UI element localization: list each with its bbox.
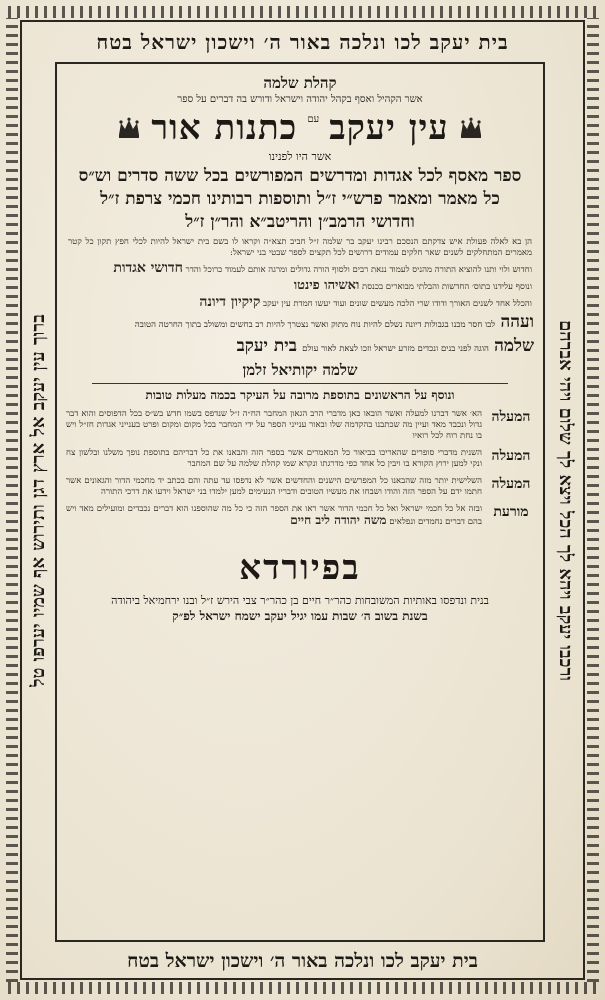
description-line-2: כל מאמר ומאמר פרש״י ז״ל ותוספות רבותינו חכמי צרפת ז״ל <box>100 189 500 209</box>
top-ornament-border <box>8 6 597 18</box>
maalah-label: המעלה <box>491 448 531 464</box>
city-name: בפיורדא <box>239 548 361 588</box>
paragraph-5: לבו חסר מכנו בגבולות דיונה נשלם להיות נוח מתוק ואשר נצטרך להיות רב בחשים ומשולב בתוך החרטה הטובה <box>134 320 496 330</box>
paragraph-4 <box>68 294 532 310</box>
maalah-label: המעלה <box>491 476 531 492</box>
description-line-3: וחדושי הרמב״ן והריטב״א והר״ן ז״ל <box>185 212 415 232</box>
crown-icon <box>117 117 141 139</box>
border-right-text-column <box>549 70 581 930</box>
asher-line: אשר היו לפנינו <box>268 150 332 163</box>
emphasis-block <box>66 313 534 334</box>
border-left-text-column <box>22 70 54 930</box>
paragraph-3 <box>68 280 532 293</box>
crown-icon <box>459 117 483 139</box>
emphasis-text: הוגה לפני בנים ונכדים מזרע ישראל וזכו לצאת לאור עולם <box>302 344 489 354</box>
maalah-block-1 <box>66 409 534 442</box>
paragraph-2-text: וחדוש ולוי ותנו להוציא התורה מהניס לעמוד ננאת רבים ולסוף הורה גדולים ומרגה אותם לעמוד כרוכל והדר <box>185 265 532 275</box>
main-text-area <box>62 66 538 936</box>
paragraph-3-highlight: ואשיהו פינטו <box>293 278 360 293</box>
moreh-paragraph: ובזה אל כל חכמי ישראל ואל כל חכמי הדור אשר ראו את הספר הזה כי כל מה שהוספנו הוא דברים נכבדים ומועילים מאד ויש בהם דברים נחמדים ונפלאים <box>66 504 482 527</box>
maalah-text: השלישית יותר מזה שהבאנו כל המפרשים הישנים והחדשים אשר לא נדפסו עד עתה והם בכתב יד מחכמי הדור והגאונים אשר חתמו ידם על הספר הזה והודו ושבחו את מעשיו הטובים ודבריו הנעימים למען ילמדו בני ישראל וידעו את דרכי התורה <box>66 476 482 497</box>
border-top-text: בית יעקב לכו ונלכה באור ה׳ וישכון ישראל בטח <box>96 30 509 54</box>
emphasis-beit-yaakov: בית יעקב <box>236 336 297 356</box>
maalah-text: הא׳ אשר דברנו למעלה ואשר הובאו כאן מדברי הרב הגאון המחבר הח״ה ז״ל שנדפס בשמו חדש בש״ס בכל הדפוסים והוא דבר גדול ונכבד מאד ועיין מה שכתבנו בהקדמה שלו ובאור ענייני הספר על ידי המחבר בכל מקום ומקום ופרט בענייני אגדות חז״ל ויש בו נחת רוח לכל רואיו <box>66 409 482 441</box>
emphasis-names: שלמה יקותיאל זלמן <box>242 361 358 379</box>
border-left-text: ברוך עין יעקב אל ארץ דגן ותירוש אף שמיו יערפו טל <box>27 313 49 687</box>
bottom-ornament-border <box>8 982 597 994</box>
description-line-1: ספר מאסף לכל אגדות ומדרשים המפורשים בכל ששה סדרים וש״ס <box>78 166 522 186</box>
paragraph-3-text: ונוסף עלידנו בתוס׳ החדשות והבלתי מבוארים בכנסת <box>362 282 532 292</box>
maalah-block-2 <box>66 448 534 470</box>
moreh-text <box>66 504 482 528</box>
printers-line-1: בנית ונדפסו באותיות המשובחות כהר״ר חיים בן כהר״ר צבי הירש ז״ל ובנו ירחמיאל ביהודה <box>111 594 489 607</box>
paragraph-2 <box>68 260 532 276</box>
border-right-text: ורכבו יעקב ויהא לך הכל ויצא לך שלום ויהי אברהם <box>554 319 576 681</box>
mid-heading: ונוסף על הראשונים בתוספת מרובה על העיקר בכמה מעלות טובות <box>145 388 455 402</box>
title-ketonet-or: כתנות אור <box>151 108 298 148</box>
moreh-block <box>66 504 534 528</box>
kehilat-heading: קהלת שלמה <box>263 74 337 92</box>
left-ornament-border <box>6 18 18 982</box>
emphasis-names-block <box>66 337 534 358</box>
title-ein-yaakov: עין יעקב <box>329 108 449 148</box>
border-bottom-text: בית יעקב לכו ונלכה באור ה׳ וישכון ישראל בטח <box>127 950 478 972</box>
kehilat-subtitle: אשר הקהיל ואסף בקהל יהודה וישראל ודורש בה דברים על ספר <box>177 94 423 105</box>
maalah-block-3 <box>66 476 534 498</box>
title-row <box>62 108 538 148</box>
title-connector: עם <box>307 114 320 125</box>
paragraph-4-text: והכלל אחד לשנים האורך ודודו שרי הלכה מעשים שונים ועוד יעשו חמדת עין יעקב <box>263 299 532 309</box>
emphasis-vaehe: ועהה <box>500 312 534 332</box>
divider <box>92 383 508 384</box>
moreh-label: מורעת <box>493 504 529 520</box>
paragraph-2-highlight: חדושי אגדות <box>113 260 183 276</box>
maalah-label: המעלה <box>491 409 531 425</box>
right-ornament-border <box>587 18 599 982</box>
printers-line-2: בשנת בשוב ה׳ שבות עמו יגיל יעקב ישמח ישראל לפ״ק <box>172 609 428 623</box>
emphasis-shlomo: שלמה <box>494 336 534 356</box>
maalah-text: השנית מדברי סופרים שהאריכו בביאור כל המאמרים אשר בספר הזה והבאנו את כל דבריהם בתוספת נופך משלנו ובלשון צח ונקי למען ירוץ הקורא בו ויבין כל אחד כפי מדרגתו ונקרא שמו קהלת שלמה על שם המחבר <box>66 448 482 469</box>
moreh-names: משה יהודה ליב חיים <box>290 513 387 527</box>
paragraph-1: הן בא לאלה פעולת איש צדקתם הנסכם רבינו יעקב בר שלמה ז״ל חביב תצא״ה וקראו לו בשם בית ישראל להיות לכלי חפץ תקון כל קטר מאמרים המתחלקים לשנים שאר חלקים עמודים דרושים לכל תקצים לספר שבטי בני ישראל: <box>68 237 532 258</box>
paragraph-4-highlight: קיקיון דיונה <box>199 294 261 310</box>
